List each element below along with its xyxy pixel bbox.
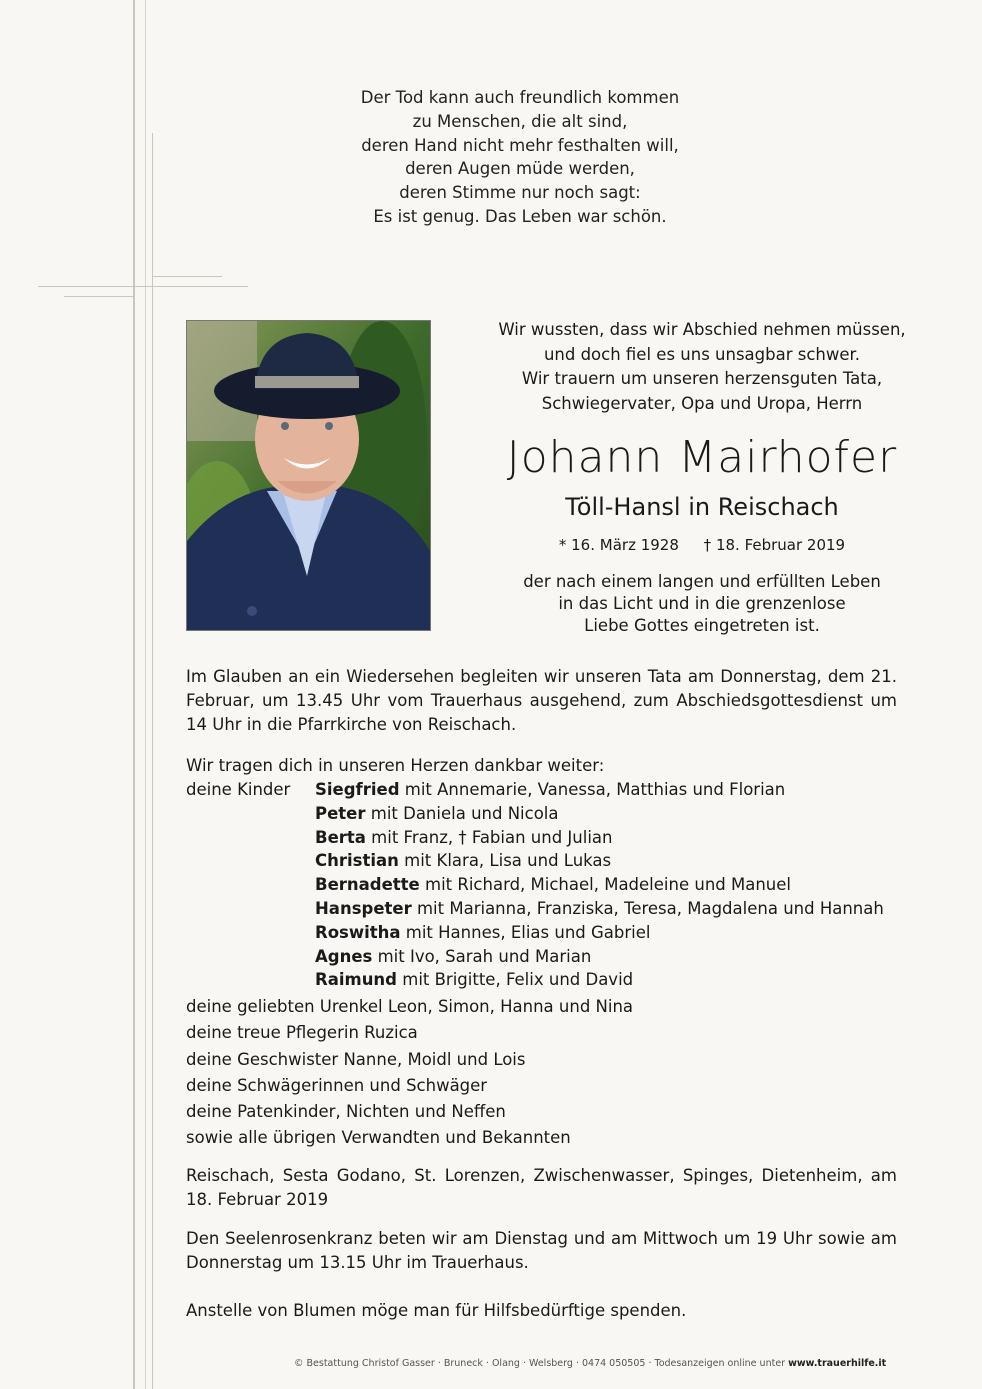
child-entry [315,897,897,921]
relative-line: sowie alle übrigen Verwandten und Bekannten [186,1128,571,1148]
family-intro: Wir tragen dich in unseren Herzen dankbar weiter: [186,756,605,775]
child-family: mit Franz, † Fabian und Julian [365,827,613,847]
child-name: Peter [315,803,366,823]
child-name: Berta [315,827,366,847]
child-family: mit Brigitte, Felix und David [397,970,634,990]
life-line: der nach einem langen und erfüllten Leben [523,572,881,591]
intro-line: und doch fiel es uns unsagbar schwer. [543,344,861,364]
child-entry [315,826,897,850]
portrait-photo [186,320,431,631]
child-family: mit Ivo, Sarah und Marian [372,946,592,966]
cross-vertical-line-c [152,133,153,1389]
children-list [186,778,897,992]
poem-line: Der Tod kann auch freundlich kommen [360,88,680,107]
child-family: mit Richard, Michael, Madeleine und Manuel [419,875,791,895]
child-family: mit Annemarie, Vanessa, Matthias und Florian [399,780,786,799]
death-date: † 18. Februar 2019 [703,536,846,554]
cross-vertical-line-b [145,0,146,1389]
places-date: Reischach, Sesta Godano, St. Lorenzen, Zwischenwasser, Spinges, Dietenheim, am 18. Februar 2019 [186,1166,897,1209]
child-family: mit Daniela und Nicola [365,803,559,823]
life-line: in das Licht und in die grenzenlose [558,594,846,613]
relative-line: deine geliebten Urenkel Leon, Simon, Hanna und Nina [186,997,634,1016]
child-entry [315,802,897,826]
cross-horizontal-line-b [64,296,134,297]
poem-line: deren Augen müde werden, [405,159,635,179]
child-family: mit Hannes, Elias und Gabriel [400,922,651,942]
footer-website-link[interactable]: www.trauerhilfe.it [788,1358,887,1369]
deceased-name: Johann Mairhofer [506,432,898,483]
relatives-list [186,994,633,1152]
poem-line: deren Stimme nur noch sagt: [399,183,641,203]
deceased-nickname: Töll-Hansl in Reischach [565,493,839,521]
child-family: mit Klara, Lisa und Lukas [398,851,612,871]
child-name: Siegfried [315,780,400,799]
life-dates [480,535,924,555]
child-name: Roswitha [315,922,401,942]
footer [294,1358,886,1369]
child-entry [315,945,897,969]
poem-line: deren Hand nicht mehr festhalten will, [361,135,679,155]
cross-horizontal-line-c [152,276,222,277]
intro-line: Wir wussten, dass wir Abschied nehmen müssen, [498,320,906,339]
child-entry [315,778,897,802]
relative-line: deine Schwägerinnen und Schwäger [186,1075,488,1095]
child-name: Hanspeter [315,898,412,918]
portrait-illustration [187,321,430,630]
flowers-note: Anstelle von Blumen möge man für Hilfsbedürftige spenden. [186,1301,687,1320]
birth-date: * 16. März 1928 [558,536,679,554]
rosary-paragraph: Den Seelenrosenkranz beten wir am Dienstag und am Mittwoch um 19 Uhr sowie am Donnerstag um 13.15 Uhr im Trauerhaus. [186,1229,897,1272]
life-text [480,571,924,637]
poem-line: zu Menschen, die alt sind, [412,111,628,131]
child-name: Bernadette [315,875,420,895]
relative-line: deine treue Pflegerin Ruzica [186,1023,418,1043]
child-entry [315,849,897,873]
poem [300,86,740,229]
child-name: Agnes [315,946,373,966]
intro-line: Schwiegervater, Opa und Uropa, Herrn [541,393,863,413]
funeral-paragraph: Im Glauben an ein Wiedersehen begleiten wir unseren Tata am Donnerstag, dem 21. Februar, um 13.45 Uhr vom Trauerhaus ausgehend, zum Abschiedsgottesdienst um 14 Uhr in die Pfarrkirche von Reischach. [186,667,897,734]
intro-text [480,318,924,416]
child-entry [315,921,897,945]
intro-line: Wir trauern um unseren herzensguten Tata, [521,369,883,388]
poem-line: Es ist genug. Das Leben war schön. [373,206,667,226]
children-label: deine Kinder [186,780,291,799]
child-entry [315,968,897,992]
footer-text: © Bestattung Christof Gasser · Bruneck · Olang · Welsberg · 0474 050505 · Todesanzeigen online unter [294,1358,789,1369]
cross-vertical-line-a [133,0,135,1389]
child-name: Raimund [315,970,397,990]
cross-horizontal-line-a [38,286,248,287]
relative-line: deine Patenkinder, Nichten und Neffen [186,1102,506,1122]
relative-line: deine Geschwister Nanne, Moidl und Lois [186,1049,526,1069]
child-entry [315,873,897,897]
child-name: Christian [315,851,399,871]
child-family: mit Marianna, Franziska, Teresa, Magdalena und Hannah [411,898,884,918]
life-line: Liebe Gottes eingetreten ist. [584,616,820,635]
